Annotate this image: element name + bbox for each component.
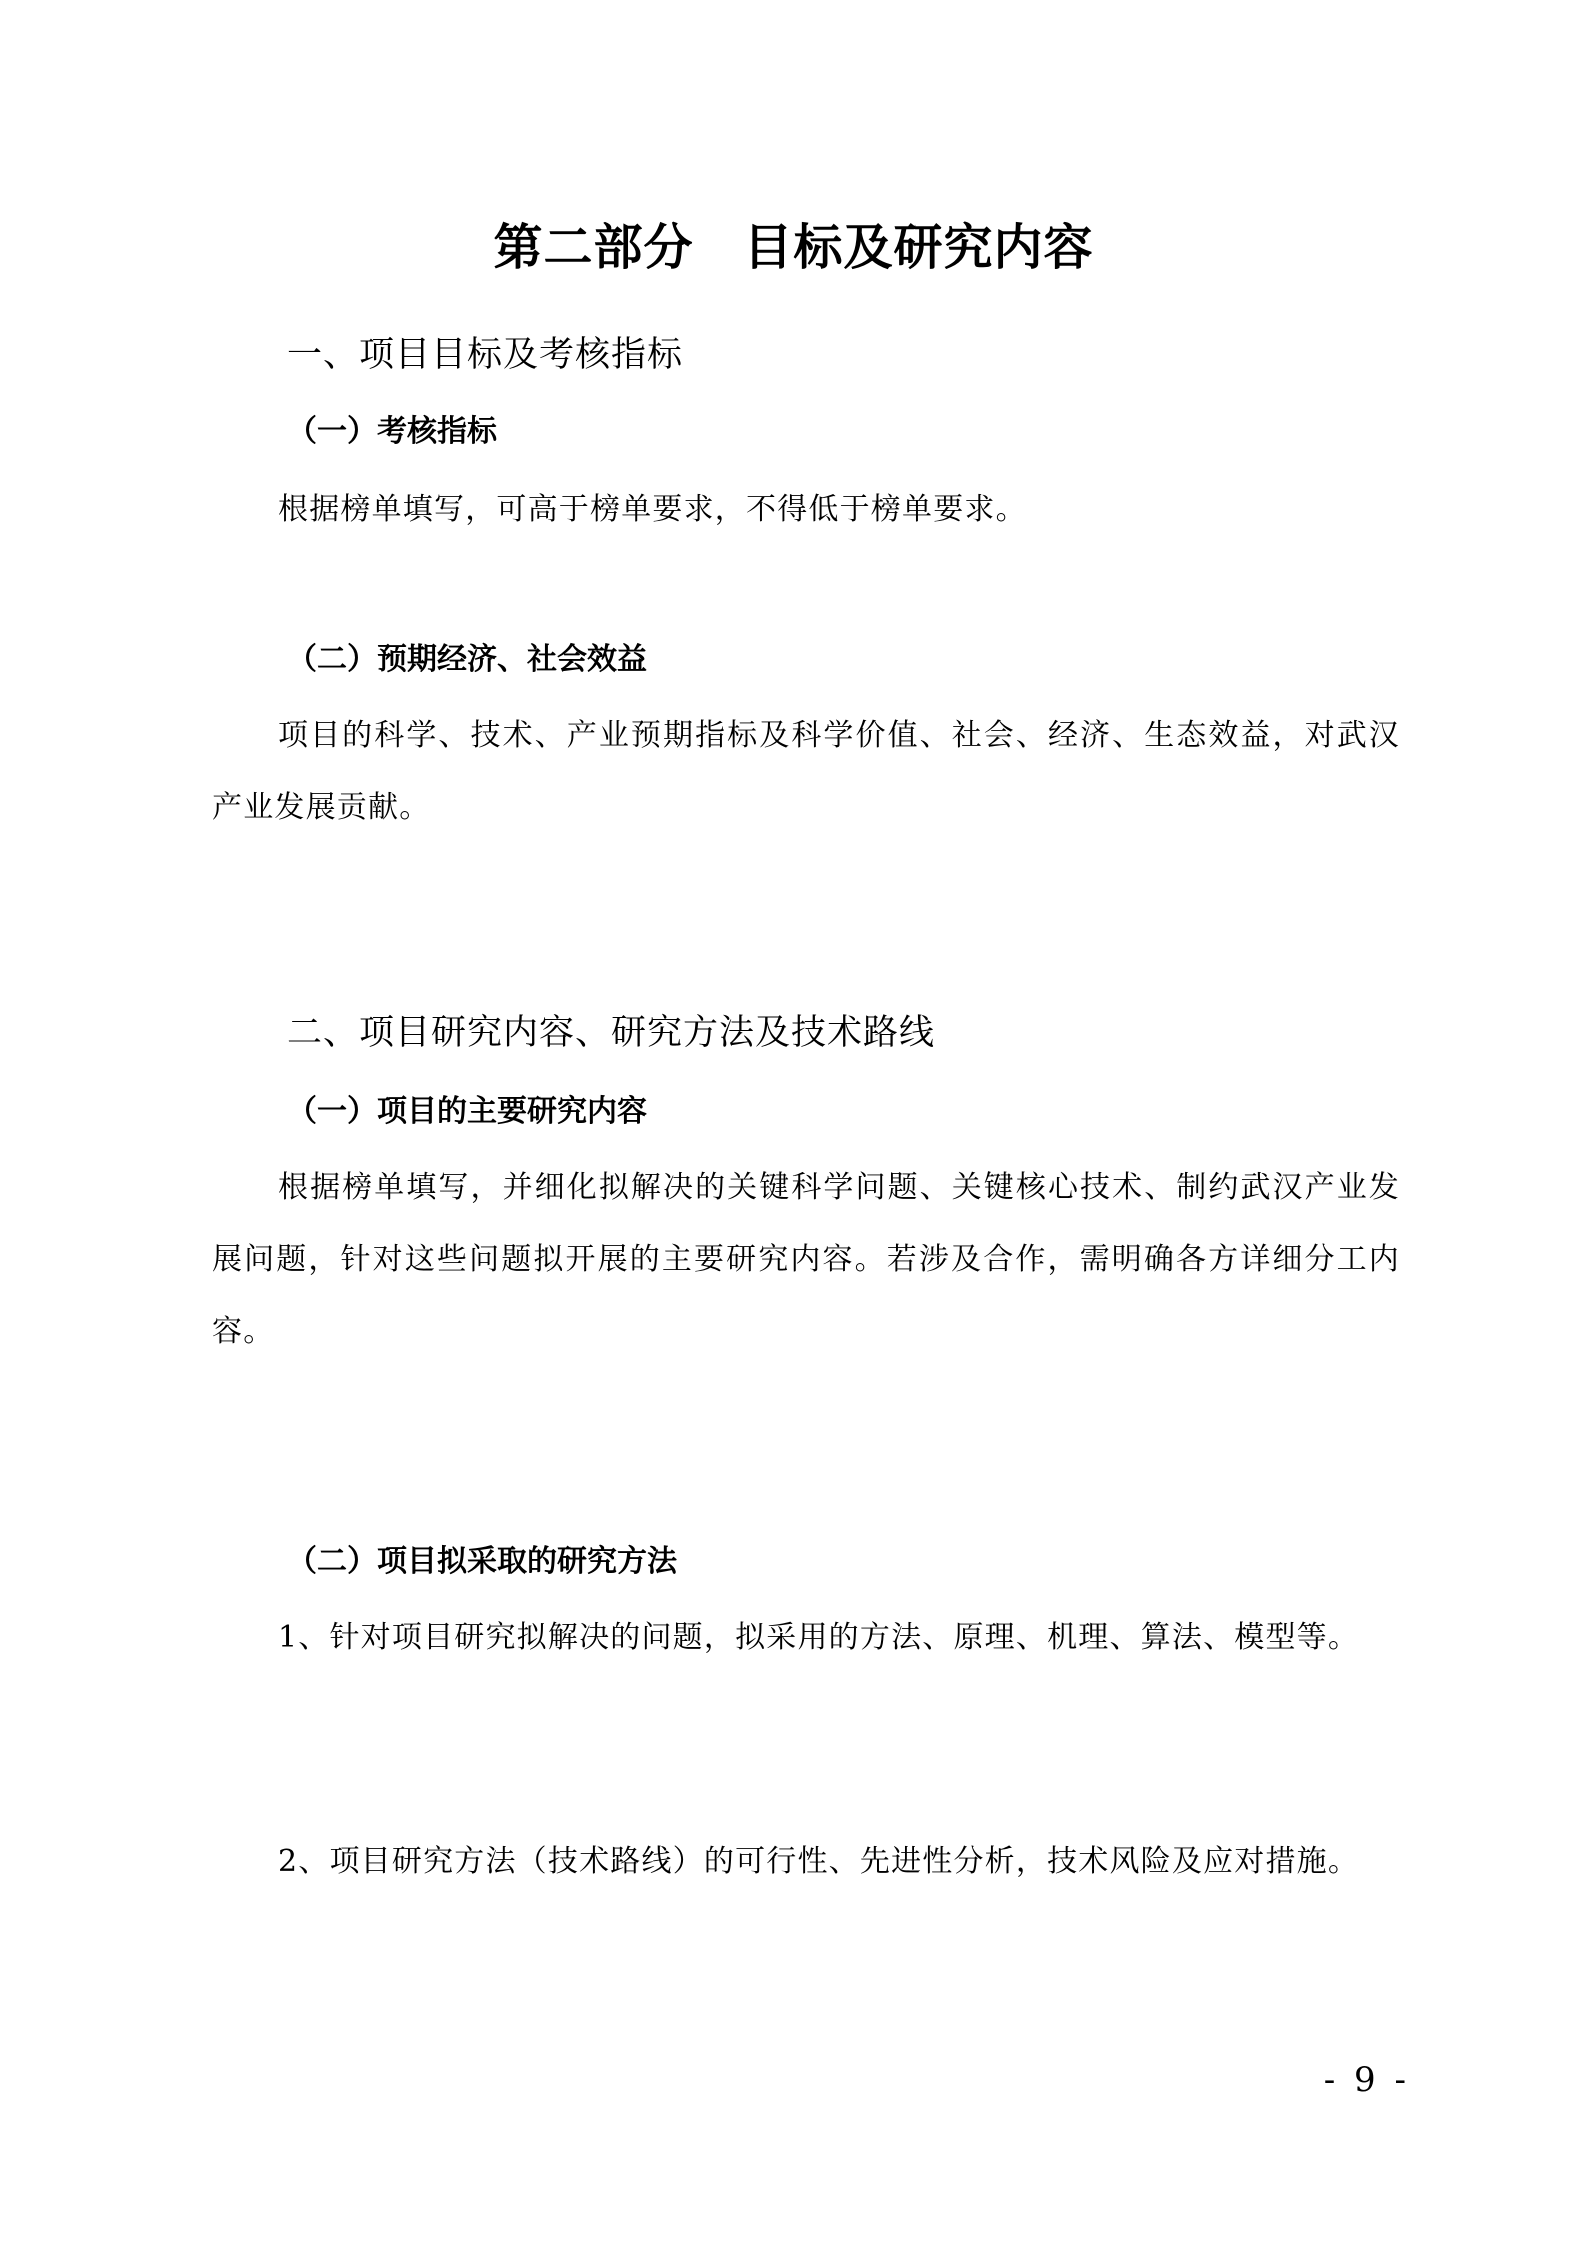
page-number: - 9 -	[1323, 2060, 1410, 2100]
subsection-heading-2-1: （一）项目的主要研究内容	[287, 1094, 647, 1129]
page-title: 第二部分 目标及研究内容	[493, 218, 1094, 276]
section-heading-2: 二、项目研究内容、研究方法及技术路线	[287, 1013, 936, 1053]
paragraph-2-1: 根据榜单填写，并细化拟解决的关键科学问题、关键核心技术、制约武汉产业发展问题，针对这些问题拟开展的主要研究内容。若涉及合作，需明确各方详细分工内容。	[212, 1170, 1400, 1349]
subsection-heading-1-1: （一）考核指标	[287, 414, 497, 449]
section-heading-1: 一、项目目标及考核指标	[287, 335, 684, 375]
subsection-heading-1-2: （二）预期经济、社会效益	[287, 642, 647, 677]
paragraph-2-2-item-1: 1、针对项目研究拟解决的问题，拟采用的方法、原理、机理、算法、模型等。	[278, 1620, 1360, 1655]
paragraph-1-1: 根据榜单填写，可高于榜单要求，不得低于榜单要求。	[278, 492, 1027, 527]
subsection-heading-2-2: （二）项目拟采取的研究方法	[287, 1544, 677, 1579]
paragraph-1-2: 项目的科学、技术、产业预期指标及科学价值、社会、经济、生态效益，对武汉产业发展贡献。	[212, 718, 1400, 825]
paragraph-2-2-item-2: 2、项目研究方法（技术路线）的可行性、先进性分析，技术风险及应对措施。	[278, 1844, 1360, 1879]
